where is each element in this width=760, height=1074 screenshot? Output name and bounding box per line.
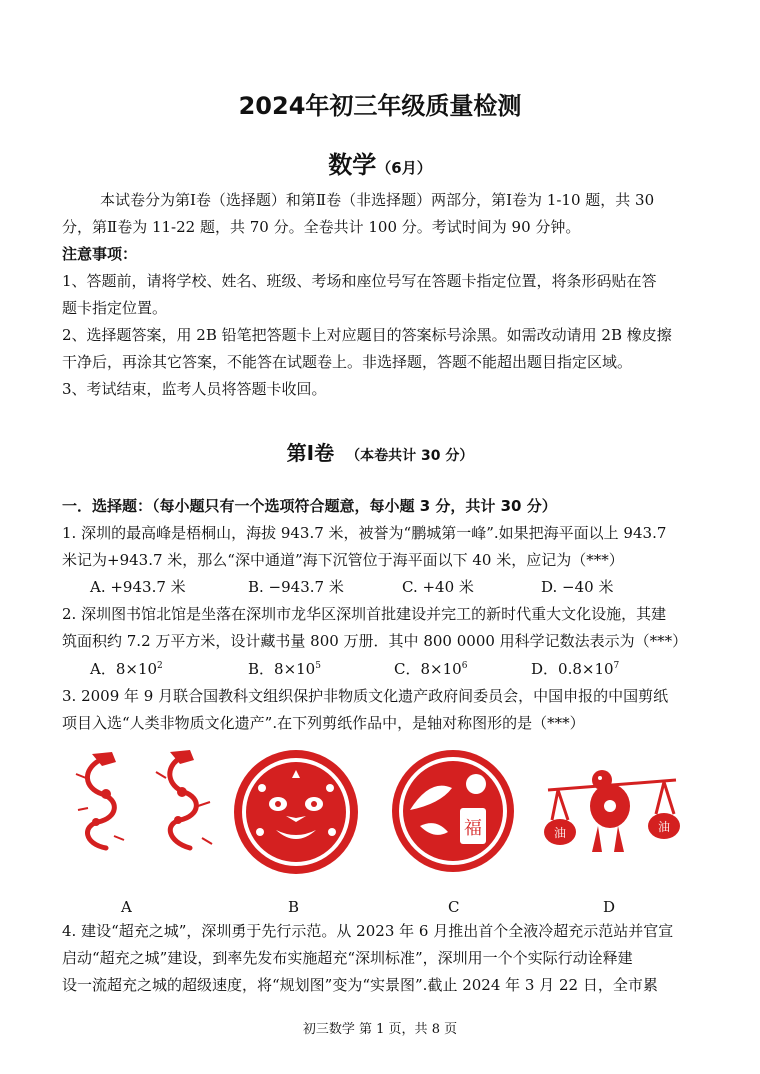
q1-option-b: B. −943.7 米 <box>248 578 344 596</box>
subject-name: 数学 <box>328 151 377 179</box>
question-4-line: 设一流超充之城的超级速度，将“规划图”变为“实景图”.截止 2024 年 3 月 22 日，全市累 <box>62 976 658 994</box>
question-4-line: 启动“超充之城”建设，到率先发布实施超充“深圳标准”，深圳用一个个实际行动诠释建 <box>62 949 633 967</box>
part-heading: 一．选择题：（每小题只有一个选项符合题意，每小题 3 分，共计 30 分） <box>62 497 557 515</box>
notice-heading: 注意事项： <box>62 245 138 263</box>
figure-label-a: A <box>121 898 132 916</box>
section-title <box>0 437 760 466</box>
q2-option-c <box>394 658 467 679</box>
section-note: （本卷共计 30 分） <box>346 448 474 464</box>
papercut-c-character: 福 <box>464 818 482 839</box>
q2-option-d <box>531 658 619 679</box>
q2-option-c-label: C．8×10 <box>394 660 462 678</box>
q2-option-a-exponent: 2 <box>157 661 163 671</box>
q2-option-b-exponent: 5 <box>315 661 321 671</box>
papercut-dragon-head-b <box>232 748 360 876</box>
notice-item: 1、答题前，请将学校、姓名、班级、考场和座位号写在答题卡指定位置，将条形码贴在答 <box>62 272 657 290</box>
intro-line: 分，第Ⅱ卷为 11-22 题，共 70 分。全卷共计 100 分。考试时间为 90 分钟。 <box>62 218 581 236</box>
q2-option-b-label: B．8×10 <box>248 660 316 678</box>
page-title: 2024年初三年级质量检测 <box>238 92 522 120</box>
notice-item: 题卡指定位置。 <box>62 299 168 317</box>
intro-line: 本试卷分为第Ⅰ卷（选择题）和第Ⅱ卷（非选择题）两部分，第Ⅰ卷为 1-10 题，共 30 <box>100 191 655 209</box>
papercut-fortune-c <box>390 748 516 874</box>
papercut-d-pot-right: 油 <box>657 820 671 834</box>
q1-option-d: D. −40 米 <box>541 578 614 596</box>
section-name: 第Ⅰ卷 <box>286 441 335 465</box>
q2-option-a <box>90 658 163 679</box>
question-2-line: 筑面积约 7.2 万平方米，设计藏书量 800 万册．其中 800 0000 用科学记数法表示为（***） <box>62 632 688 650</box>
notice-item: 2、选择题答案，用 2B 铅笔把答题卡上对应题目的答案标号涂黑。如需改动请用 2B 橡皮擦 <box>62 326 672 344</box>
q2-option-d-exponent: 7 <box>613 661 620 671</box>
figure-label-c: C <box>448 898 460 916</box>
question-2-line: 2. 深圳图书馆北馆是坐落在深圳市龙华区深圳首批建设并完工的新时代重大文化设施，其建 <box>62 605 667 623</box>
figure-label-b: B <box>288 898 300 916</box>
notice-item: 3、考试结束，监考人员将答题卡收回。 <box>62 380 327 398</box>
question-3-line: 3. 2009 年 9 月联合国教科文组织保护非物质文化遗产政府间委员会，中国申报的中国剪纸 <box>62 687 669 705</box>
question-1-line: 米记为+943.7 米，那么“深中通道”海下沉管位于海平面以下 40 米，应记为（***） <box>62 551 624 569</box>
q1-option-a: A. +943.7 米 <box>90 578 186 596</box>
q2-option-c-exponent: 6 <box>461 661 468 671</box>
question-3-line: 项目入选“人类非物质文化遗产”.在下列剪纸作品中，是轴对称图形的是（***） <box>62 714 585 732</box>
question-1-line: 1. 深圳的最高峰是梧桐山，海拔 943.7 米，被誉为“鹏城第一峰”.如果把海平面以上 943.7 <box>62 524 667 542</box>
figure-label-d: D <box>603 898 616 916</box>
subject-title <box>0 145 760 180</box>
q1-option-c: C. +40 米 <box>402 578 474 596</box>
q2-option-d-label: D．0.8×10 <box>531 660 614 678</box>
papercut-rat-d <box>538 766 686 860</box>
notice-item: 干净后，再涂其它答案，不能答在试题卷上。非选择题，答题不能超出题目指定区域。 <box>62 353 633 371</box>
q2-option-b <box>248 658 321 679</box>
q2-option-a-label: A．8×10 <box>90 660 158 678</box>
papercut-d-pot-left: 油 <box>553 826 567 840</box>
page-footer: 初三数学 第 1 页，共 8 页 <box>302 1022 458 1037</box>
subject-note: （6月） <box>376 159 432 177</box>
papercut-dragons-a <box>72 748 217 858</box>
question-4-line: 4. 建设“超充之城”，深圳勇于先行示范。从 2023 年 6 月推出首个全液冷超充示范站并官宣 <box>62 922 674 940</box>
